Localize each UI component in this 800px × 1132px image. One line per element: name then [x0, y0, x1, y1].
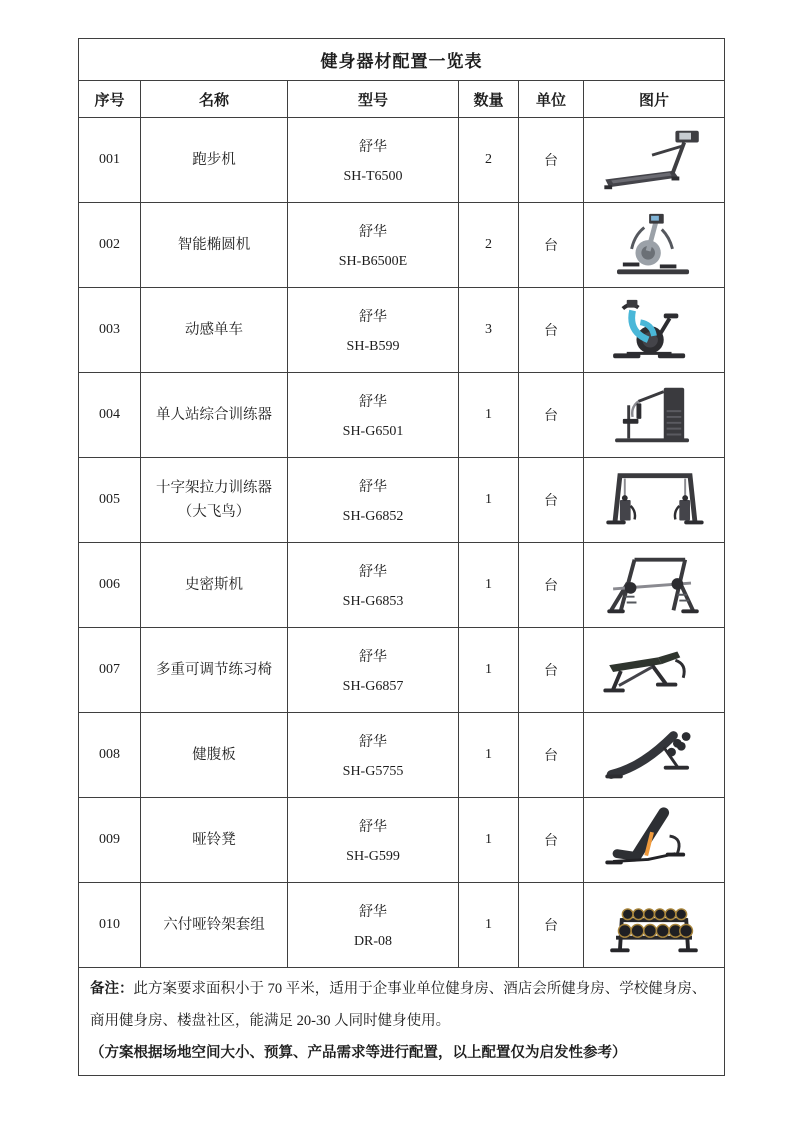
note-label: 备注： — [90, 981, 134, 997]
brand-label: 舒华 — [359, 649, 387, 665]
image-cell — [584, 203, 725, 288]
name-cell: 多重可调节练习椅 — [141, 628, 288, 713]
qty-cell: 1 — [459, 628, 519, 713]
table-row-009 — [79, 798, 725, 883]
table-row-010 — [79, 883, 725, 968]
name-sub-label: （大飞鸟） — [177, 504, 251, 520]
brand-label: 舒华 — [359, 819, 387, 835]
table-row-007 — [79, 628, 725, 713]
model-cell — [288, 543, 459, 628]
name-cell: 六付哑铃架套组 — [141, 883, 288, 968]
serial-cell: 007 — [79, 628, 141, 713]
serial-cell: 003 — [79, 288, 141, 373]
serial-cell: 001 — [79, 118, 141, 203]
brand-label: 舒华 — [359, 309, 387, 325]
model-cell — [288, 798, 459, 883]
model-cell — [288, 713, 459, 798]
dumbbell-rack-image — [595, 888, 713, 962]
model-cell — [288, 118, 459, 203]
column-header-qty: 数量 — [459, 81, 519, 118]
column-header-name: 名称 — [141, 81, 288, 118]
model-cell — [288, 373, 459, 458]
name-cell: 单人站综合训练器 — [141, 373, 288, 458]
table-row-008 — [79, 713, 725, 798]
notes-cell — [79, 968, 725, 1076]
qty-cell: 1 — [459, 458, 519, 543]
single-station-gym-image — [595, 378, 713, 452]
column-header-model: 型号 — [288, 81, 459, 118]
model-label: SH-B599 — [346, 338, 400, 354]
note-line — [90, 973, 713, 1037]
table-row-001 — [79, 118, 725, 203]
name-cell: 十字架拉力训练器 （大飞鸟） — [141, 458, 288, 543]
image-cell — [584, 713, 725, 798]
model-label: SH-G6501 — [342, 423, 404, 439]
table-row-004 — [79, 373, 725, 458]
image-cell — [584, 458, 725, 543]
name-cell: 哑铃凳 — [141, 798, 288, 883]
model-cell — [288, 288, 459, 373]
table-row-003 — [79, 288, 725, 373]
unit-cell: 台 — [519, 288, 584, 373]
table-row-006 — [79, 543, 725, 628]
table-row-002 — [79, 203, 725, 288]
serial-cell: 008 — [79, 713, 141, 798]
column-header-unit: 单位 — [519, 81, 584, 118]
name-cell: 健腹板 — [141, 713, 288, 798]
model-label: DR-08 — [353, 933, 393, 949]
model-label: SH-G6853 — [342, 593, 404, 609]
qty-cell: 3 — [459, 288, 519, 373]
model-cell — [288, 458, 459, 543]
serial-cell: 010 — [79, 883, 141, 968]
equipment-table — [78, 38, 725, 1076]
model-label: SH-G599 — [346, 848, 400, 864]
smith-machine-image — [595, 548, 713, 622]
name-cell: 动感单车 — [141, 288, 288, 373]
model-cell — [288, 203, 459, 288]
image-cell — [584, 798, 725, 883]
model-label: SH-G6857 — [342, 678, 404, 694]
ab-board-image — [595, 718, 713, 792]
spin-bike-image — [595, 293, 713, 367]
image-cell — [584, 628, 725, 713]
name-cell: 史密斯机 — [141, 543, 288, 628]
image-cell — [584, 373, 725, 458]
qty-cell: 2 — [459, 118, 519, 203]
image-cell — [584, 118, 725, 203]
brand-label: 舒华 — [359, 139, 387, 155]
qty-cell: 2 — [459, 203, 519, 288]
adjustable-bench-image — [595, 633, 713, 707]
table-row-005 — [79, 458, 725, 543]
brand-label: 舒华 — [359, 734, 387, 750]
cable-crossover-image — [595, 463, 713, 537]
image-cell — [584, 288, 725, 373]
column-header-serial: 序号 — [79, 81, 141, 118]
title-row — [79, 39, 725, 81]
serial-cell: 009 — [79, 798, 141, 883]
column-header-image: 图片 — [584, 81, 725, 118]
unit-cell: 台 — [519, 203, 584, 288]
image-cell — [584, 883, 725, 968]
model-label: SH-G5755 — [342, 763, 404, 779]
note-disclaimer: （方案根据场地空间大小、预算、产品需求等进行配置，以上配置仅为启发性参考） — [90, 1045, 627, 1061]
notes-row — [79, 968, 725, 1076]
model-cell — [288, 628, 459, 713]
brand-label: 舒华 — [359, 904, 387, 920]
name-cell: 智能椭圆机 — [141, 203, 288, 288]
unit-cell: 台 — [519, 628, 584, 713]
treadmill-image — [595, 123, 713, 197]
unit-cell: 台 — [519, 798, 584, 883]
qty-cell: 1 — [459, 373, 519, 458]
qty-cell: 1 — [459, 798, 519, 883]
serial-cell: 004 — [79, 373, 141, 458]
model-label: SH-B6500E — [338, 253, 408, 269]
brand-label: 舒华 — [359, 394, 387, 410]
header-row — [79, 81, 725, 118]
model-label: SH-G6852 — [342, 508, 404, 524]
elliptical-image — [595, 208, 713, 282]
brand-label: 舒华 — [359, 224, 387, 240]
model-label: SH-T6500 — [343, 168, 403, 184]
dumbbell-bench-image — [595, 803, 713, 877]
brand-label: 舒华 — [359, 564, 387, 580]
table-title: 健身器材配置一览表 — [79, 39, 725, 81]
unit-cell: 台 — [519, 883, 584, 968]
serial-cell: 002 — [79, 203, 141, 288]
model-cell — [288, 883, 459, 968]
note-body: 此方案要求面积小于 70 平米，适用于企事业单位健身房、酒店会所健身房、学校健身房、商用健身房、楼盘社区，能满足 20-30 人同时健身使用。 — [90, 981, 707, 1029]
brand-label: 舒华 — [359, 479, 387, 495]
qty-cell: 1 — [459, 543, 519, 628]
qty-cell: 1 — [459, 883, 519, 968]
unit-cell: 台 — [519, 713, 584, 798]
qty-cell: 1 — [459, 713, 519, 798]
serial-cell: 006 — [79, 543, 141, 628]
image-cell — [584, 543, 725, 628]
unit-cell: 台 — [519, 118, 584, 203]
unit-cell: 台 — [519, 373, 584, 458]
serial-cell: 005 — [79, 458, 141, 543]
name-cell: 跑步机 — [141, 118, 288, 203]
unit-cell: 台 — [519, 543, 584, 628]
unit-cell: 台 — [519, 458, 584, 543]
